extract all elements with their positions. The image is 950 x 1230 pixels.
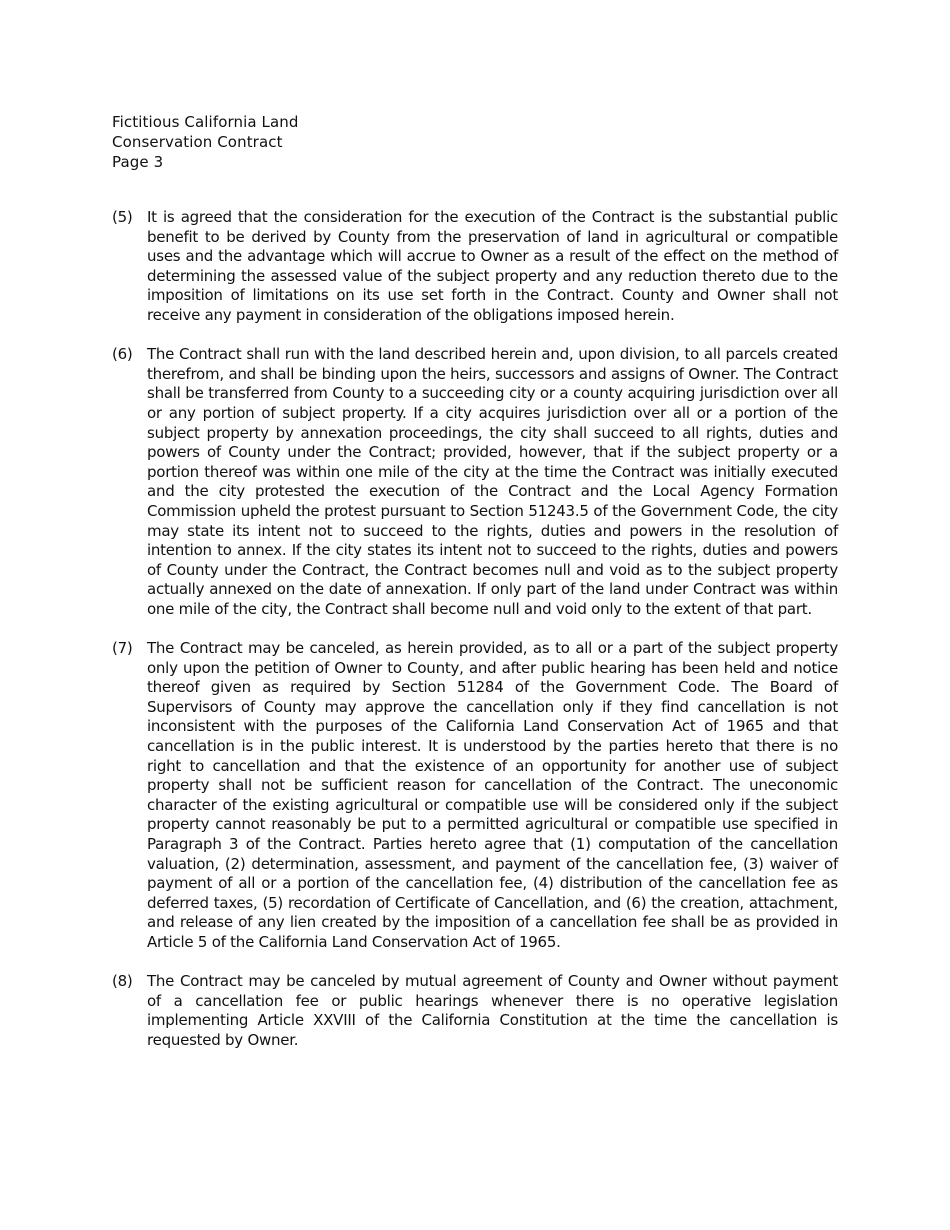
page-number: Page 3	[112, 153, 164, 171]
header-title-line-2: Conservation Contract	[112, 133, 283, 151]
paragraph-text: The Contract may be canceled, as herein provided, as to all or a part of the subject property only upon the petition of Owner to County, and after public hearing has been held and notice thereof given as required by Section 51284 of the Government Code. The Board of Supervisors of County may approve the cancellation only if they find cancellation is not inconsistent with the purposes of the California Land Conservation Act of 1965 and that cancellation is in the public interest. It is understood by the parties hereto that there is no right to cancellation and that the existence of an opportunity for another use of subject property shall not be sufficient reason for cancellation of the Contract. The uneconomic character of the existing agricultural or compatible use will be considered only if the subject property cannot reasonably be put to a permitted agricultural or compatible use specified in Paragraph 3 of the Contract. Parties hereto agree that (1) computation of the cancellation valuation, (2) determination, assessment, and payment of the cancellation fee, (3) waiver of payment of all or a portion of the cancellation fee, (4) distribution of the cancellation fee as deferred taxes, (5) recordation of Certificate of Cancellation, and (6) the creation, attachment, and release of any lien created by the imposition of a cancellation fee shall be as provided in Article 5 of the California Land Conservation Act of 1965.	[147, 639, 838, 951]
paragraph-number: (8)	[112, 972, 133, 991]
paragraph-text: It is agreed that the consideration for the execution of the Contract is the substantial public benefit to be derived by County from the preservation of land in agricultural or compatible uses and the advantage which will accrue to Owner as a result of the effect on the method of determining the assessed value of the subject property and any reduction thereto due to the imposition of limitations on its use set forth in the Contract. County and Owner shall not receive any payment in consideration of the obligations imposed herein.	[147, 208, 838, 324]
paragraph-number: (7)	[112, 639, 133, 658]
paragraph-number: (5)	[112, 208, 133, 226]
paragraph-8	[112, 972, 838, 1050]
paragraph-text: The Contract shall run with the land described herein and, upon division, to all parcels created therefrom, and shall be binding upon the heirs, successors and assigns of Owner. The Contract shall be transferred from County to a succeeding city or a county acquiring jurisdiction over all or any portion of subject property. If a city acquires jurisdiction over all or a portion of the subject property by annexation proceedings, the city shall succeed to all rights, duties and powers of County under the Contract; provided, however, that if the subject property or a portion thereof was within one mile of the city at the time the Contract was initially executed and the city protested the execution of the Contract and the Local Agency Formation Commission upheld the protest pursuant to Section 51243.5 of the Government Code, the city may state its intent not to succeed to the rights, duties and powers in the resolution of intention to annex. If the city states its intent not to succeed to the rights, duties and powers of County under the Contract, the Contract becomes null and void as to the subject property actually annexed on the date of annexation. If only part of the land under Contract was within one mile of the city, the Contract shall become null and void only to the extent of that part.	[147, 345, 838, 618]
contract-body	[112, 208, 838, 1070]
paragraph-number: (6)	[112, 345, 133, 364]
paragraph-6	[112, 345, 838, 619]
page-header	[112, 112, 299, 172]
paragraph-5	[112, 208, 838, 326]
header-title-line-1: Fictitious California Land	[112, 113, 299, 131]
paragraph-7	[112, 639, 838, 953]
paragraph-text: The Contract may be canceled by mutual agreement of County and Owner without payment of a cancellation fee or public hearings whenever there is no operative legislation implementing Article XXVIII of the California Constitution at the time the cancellation is requested by Owner.	[147, 972, 838, 1049]
